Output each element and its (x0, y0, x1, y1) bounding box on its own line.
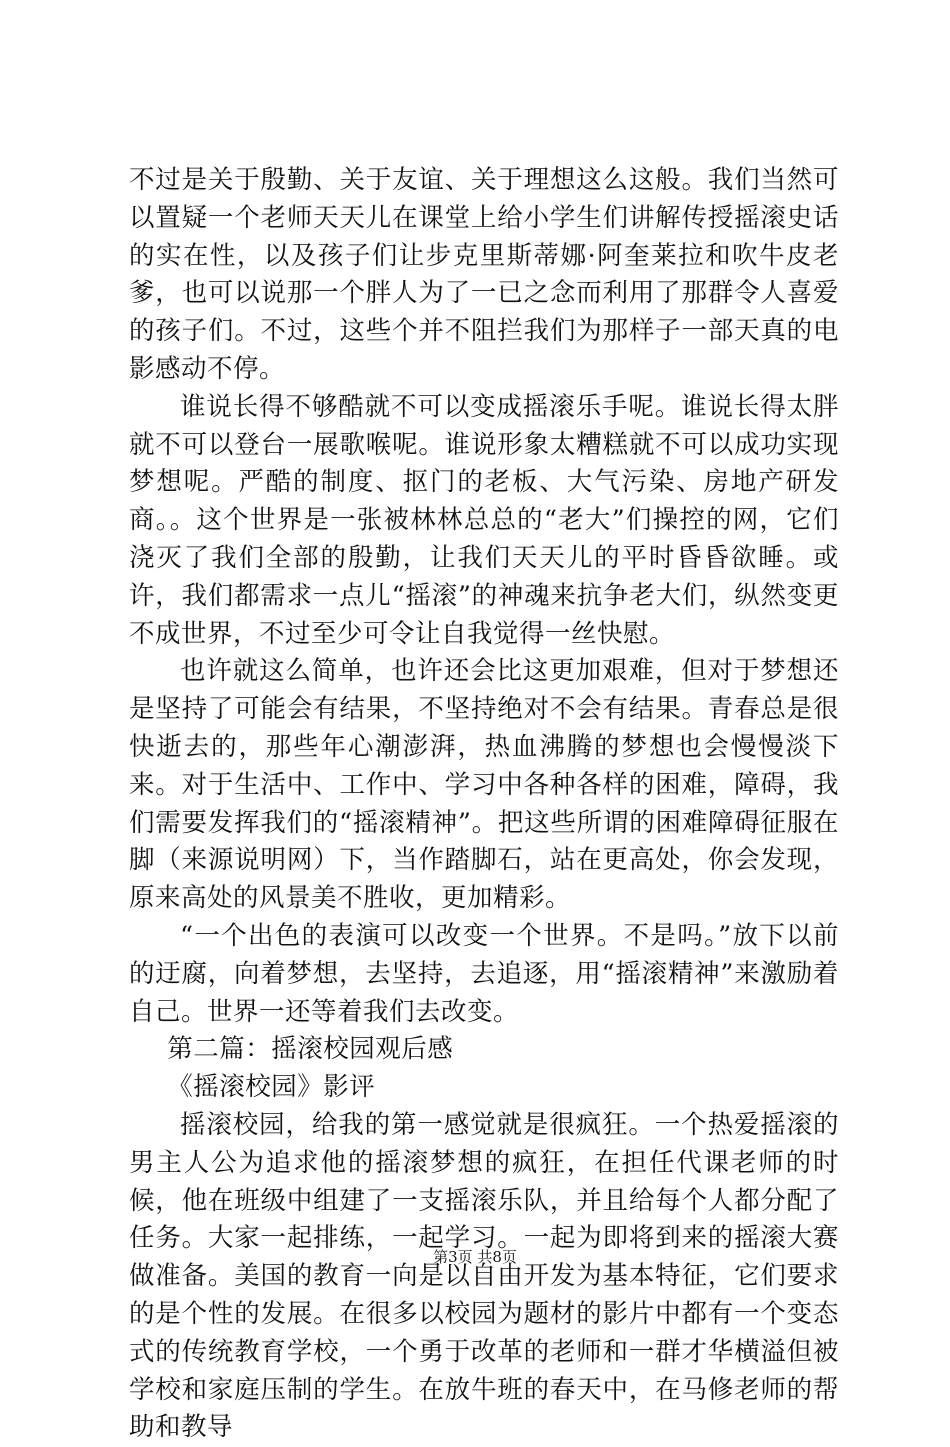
paragraph-continued: 不过是关于殷勤、关于友谊、关于理想这么这般。我们当然可以置疑一个老师天天儿在课堂上给小学生们讲解传授摇滚史话的实在性，以及孩子们让步克里斯蒂娜·阿奎莱拉和吹牛皮老爹，也可以说那一个胖人为了一已之念而利用了那群令人喜爱的孩子们。不过，这些个并不阻拦我们为那样子一部天真的电影感动不停。 (129, 165, 839, 384)
paragraph: 谁说长得不够酷就不可以变成摇滚乐手呢。谁说长得太胖就不可以登台一展歌喉呢。谁说形象太糟糕就不可以成功实现梦想呢。严酷的制度、抠门的老板、大气污染、房地产研发商。。这个世界是一张被林林总总的“老大”们操控的网，它们浇灭了我们全部的殷勤，让我们天天儿的平时昏昏欲睡。或许，我们都需求一点儿“摇滚”的神魂来抗争老大们，纵然变更不成世界，不过至少可令让自我觉得一丝快慰。 (129, 391, 839, 649)
subsection-heading: 《摇滚校园》影评 (167, 1072, 376, 1103)
paragraph-quote: “一个出色的表演可以改变一个世界。不是吗。”放下以前的迂腐，向着梦想，去坚持，去追逐，用“摇滚精神”来激励着自己。世界一还等着我们去改变。 (129, 920, 839, 1027)
paragraph: 摇滚校园，给我的第一感觉就是很疯狂。一个热爱摇滚的男主人公为追求他的摇滚梦想的疯狂，在担任代课老师的时候，他在班级中组建了一支摇滚乐队，并且给每个人都分配了任务。大家一起排练，一起学习。一起为即将到来的摇滚大赛做准备。美国的教育一向是以自由开发为基本特征，它们要求的是个性的发展。在很多以校园为题材的影片中都有一个变态式的传统教育学校，一个勇于改革的老师和一群才华横溢但被学校和家庭压制的学生。在放牛班的春天中，在马修老师的帮助和教导 (129, 1109, 839, 1443)
page-footer: 第3页 共8页 (433, 1248, 517, 1266)
paragraph: 也许就这么简单，也许还会比这更加艰难，但对于梦想还是坚持了可能会有结果，不坚持绝对不会有结果。青春总是很快逝去的，那些年心潮澎湃，热血沸腾的梦想也会慢慢淡下来。对于生活中、工作中、学习中各种各样的困难，障碍，我们需要发挥我们的“摇滚精神”。把这些所谓的困难障碍征服在脚（来源说明网）下，当作踏脚石，站在更高处，你会发现，原来高处的风景美不胜收，更加精彩。 (129, 656, 839, 914)
section-heading: 第二篇：摇滚校园观后感 (167, 1034, 454, 1065)
